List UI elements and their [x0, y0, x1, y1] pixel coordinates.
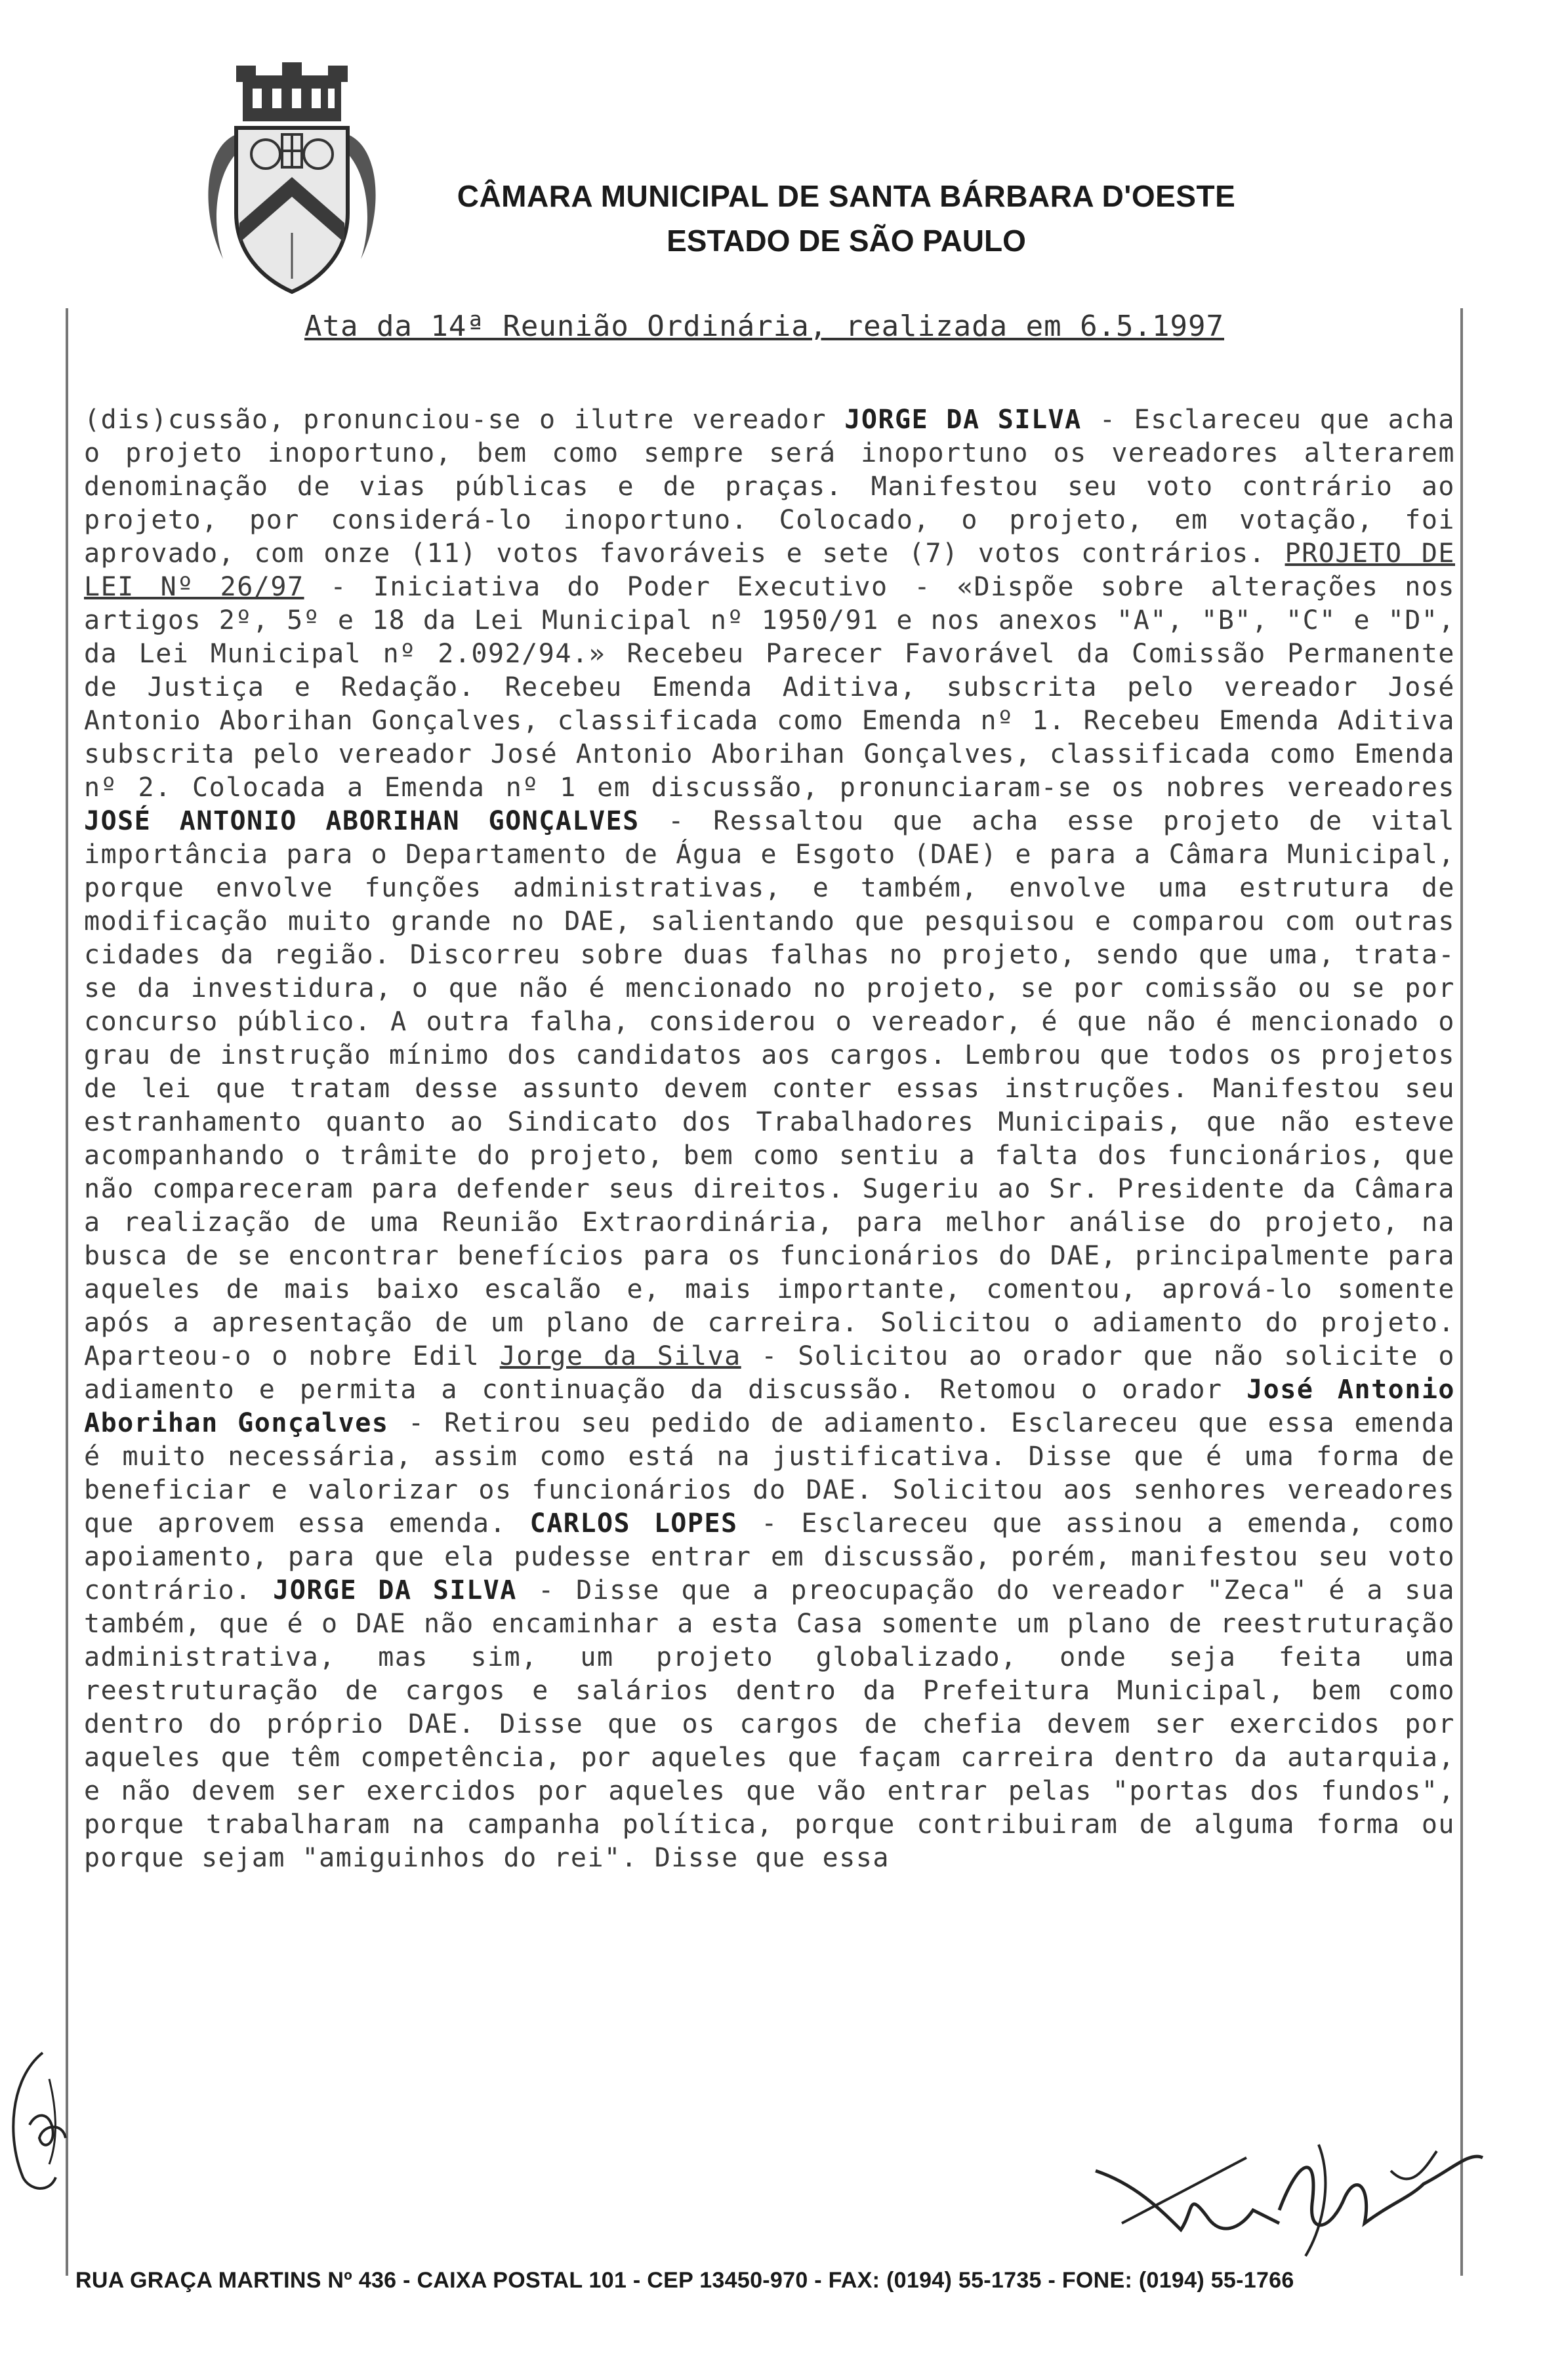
speaker-name: JOSÉ ANTONIO ABORIHAN GONÇALVES	[84, 806, 640, 836]
left-margin-line	[66, 308, 68, 2276]
municipal-coat-of-arms-icon	[197, 62, 387, 295]
org-state: ESTADO DE SÃO PAULO	[667, 224, 1026, 258]
text-segment: - Esclareceu que acha o projeto inoportuno, bem como sempre será inoportuno os vereadores alterarem denominação de vias públicas e de praças. Manifestou seu voto contrário ao projeto, por considerá-lo inoportuno. Colocado, o projeto, em votação, foi aprovado, com onze (11) votos favoráveis e sete (7) votos contrários.	[84, 405, 1455, 569]
speaker-name: JORGE DA SILVA	[273, 1575, 517, 1605]
text-segment: - Disse que a preocupação do vereador "Zeca" é a sua também, que é o DAE não encaminhar a esta Casa somente um plano de reestruturação administrativa, mas sim, um projeto globalizado, onde seja feita uma reestruturação de cargos e salários dentro da Prefeitura Municipal, bem como dentro do próprio DAE. Disse que os cargos de chefia devem ser exercidos por aqueles que têm competência, por aqueles que façam carreira dentro da autarquia, e não devem ser exercidos por aqueles que vão entrar pelas "portas dos fundos", porque trabalharam na campanha política, porque contribuiram de alguma forma ou porque sejam "amiguinhos do rei". Disse que essa	[84, 1575, 1456, 1873]
minutes-body	[84, 403, 1455, 1875]
speaker-name: JORGE DA SILVA	[844, 405, 1082, 435]
right-margin-line	[1460, 308, 1463, 2276]
handwritten-signatures-icon	[1082, 2131, 1489, 2263]
text-segment: - Esclareceu que assinou a emenda, como apoiamento, para que ela pudesse entrar em discussão, porém, manifestou seu voto contrário.	[84, 1508, 1455, 1605]
handwritten-initials-icon	[3, 2040, 75, 2197]
footer-address: RUA GRAÇA MARTINS Nº 436 - CAIXA POSTAL 101 - CEP 13450-970 - FAX: (0194) 55-1735 - FONE: (0194) 55-1766	[75, 2268, 1294, 2293]
text-segment: - Ressaltou que acha esse projeto de vital importância para o Departamento de Água e Esgoto (DAE) e para a Câmara Municipal, porque envolve funções administrativas, e também, envolve uma estrutura de modificação muito grande no DAE, salientando que pesquisou e comparou com outras cidades da região. Discorreu sobre duas falhas no projeto, sendo que uma, trata-se da investidura, o que não é mencionado no projeto, se por comissão ou se por concurso público. A outra falha, considerou o vereador, é que não é mencionado o grau de instrução mínimo dos candidatos aos cargos. Lembrou que todos os projetos de lei que tratam desse assunto devem conter essas instruções. Manifestou seu estranhamento quanto ao Sindicato dos Trabalhadores Municipais, que não esteve acompanhando o trâmite do projeto, bem como sentiu a falta dos funcionários, que não compareceram para defender seus direitos. Sugeriu ao Sr. Presidente da Câmara a realização de uma Reunião Extraordinária, para melhor análise do projeto, na busca de se encontrar benefícios para os funcionários do DAE, principalmente para aqueles de mais baixo escalão e, mais importante, comentou, aprová-lo somente após a apresentação de um plano de carreira. Solicitou o adiamento do projeto. Aparteou-o o nobre Edil	[84, 806, 1455, 1371]
org-name: CÂMARA MUNICIPAL DE SANTA BÁRBARA D'OESTE	[457, 179, 1236, 213]
aparte-name: Jorge da Silva	[499, 1341, 741, 1371]
document-header	[0, 0, 1543, 308]
text-segment: - Iniciativa do Poder Executivo - «Dispõe sobre alterações nos artigos 2º, 5º e 18 da Lei Municipal nº 1950/91 e nos anexos "A", "B", "C" e "D", da Lei Municipal nº 2.092/94.» Recebeu Parecer Favorável da Comissão Permanente de Justiça e Redação. Recebeu Emenda Aditiva, subscrita pelo vereador José Antonio Aborihan Gonçalves, classificada como Emenda nº 1. Recebeu Emenda Aditiva subscrita pelo vereador José Antonio Aborihan Gonçalves, classificada como Emenda nº 2. Colocada a Emenda nº 1 em discussão, pronunciaram-se os nobres vereadores	[84, 572, 1456, 803]
speaker-name: José Antonio Aborihan Gonçalves	[84, 1375, 1456, 1438]
bill-title: PROJETO DE LEI Nº 26/97	[84, 538, 1455, 602]
text-segment: (dis)cussão, pronunciou-se o ilutre vereador	[84, 405, 845, 435]
minutes-paragraph	[84, 403, 1455, 1875]
text-segment: - Retirou seu pedido de adiamento. Esclareceu que essa emenda é muito necessária, assim como está na justificativa. Disse que é uma forma de beneficiar e valorizar os funcionários do DAE. Solicitou aos senhores vereadores que aprovem essa emenda.	[84, 1408, 1455, 1539]
speaker-name: CARLOS LOPES	[529, 1508, 738, 1539]
text-segment: - Solicitou ao orador que não solicite o adiamento e permita a continuação da discussão. Retomou o orador	[84, 1341, 1455, 1405]
ata-title: Ata da 14ª Reunião Ordinária, realizada em 6.5.1997	[304, 310, 1224, 343]
